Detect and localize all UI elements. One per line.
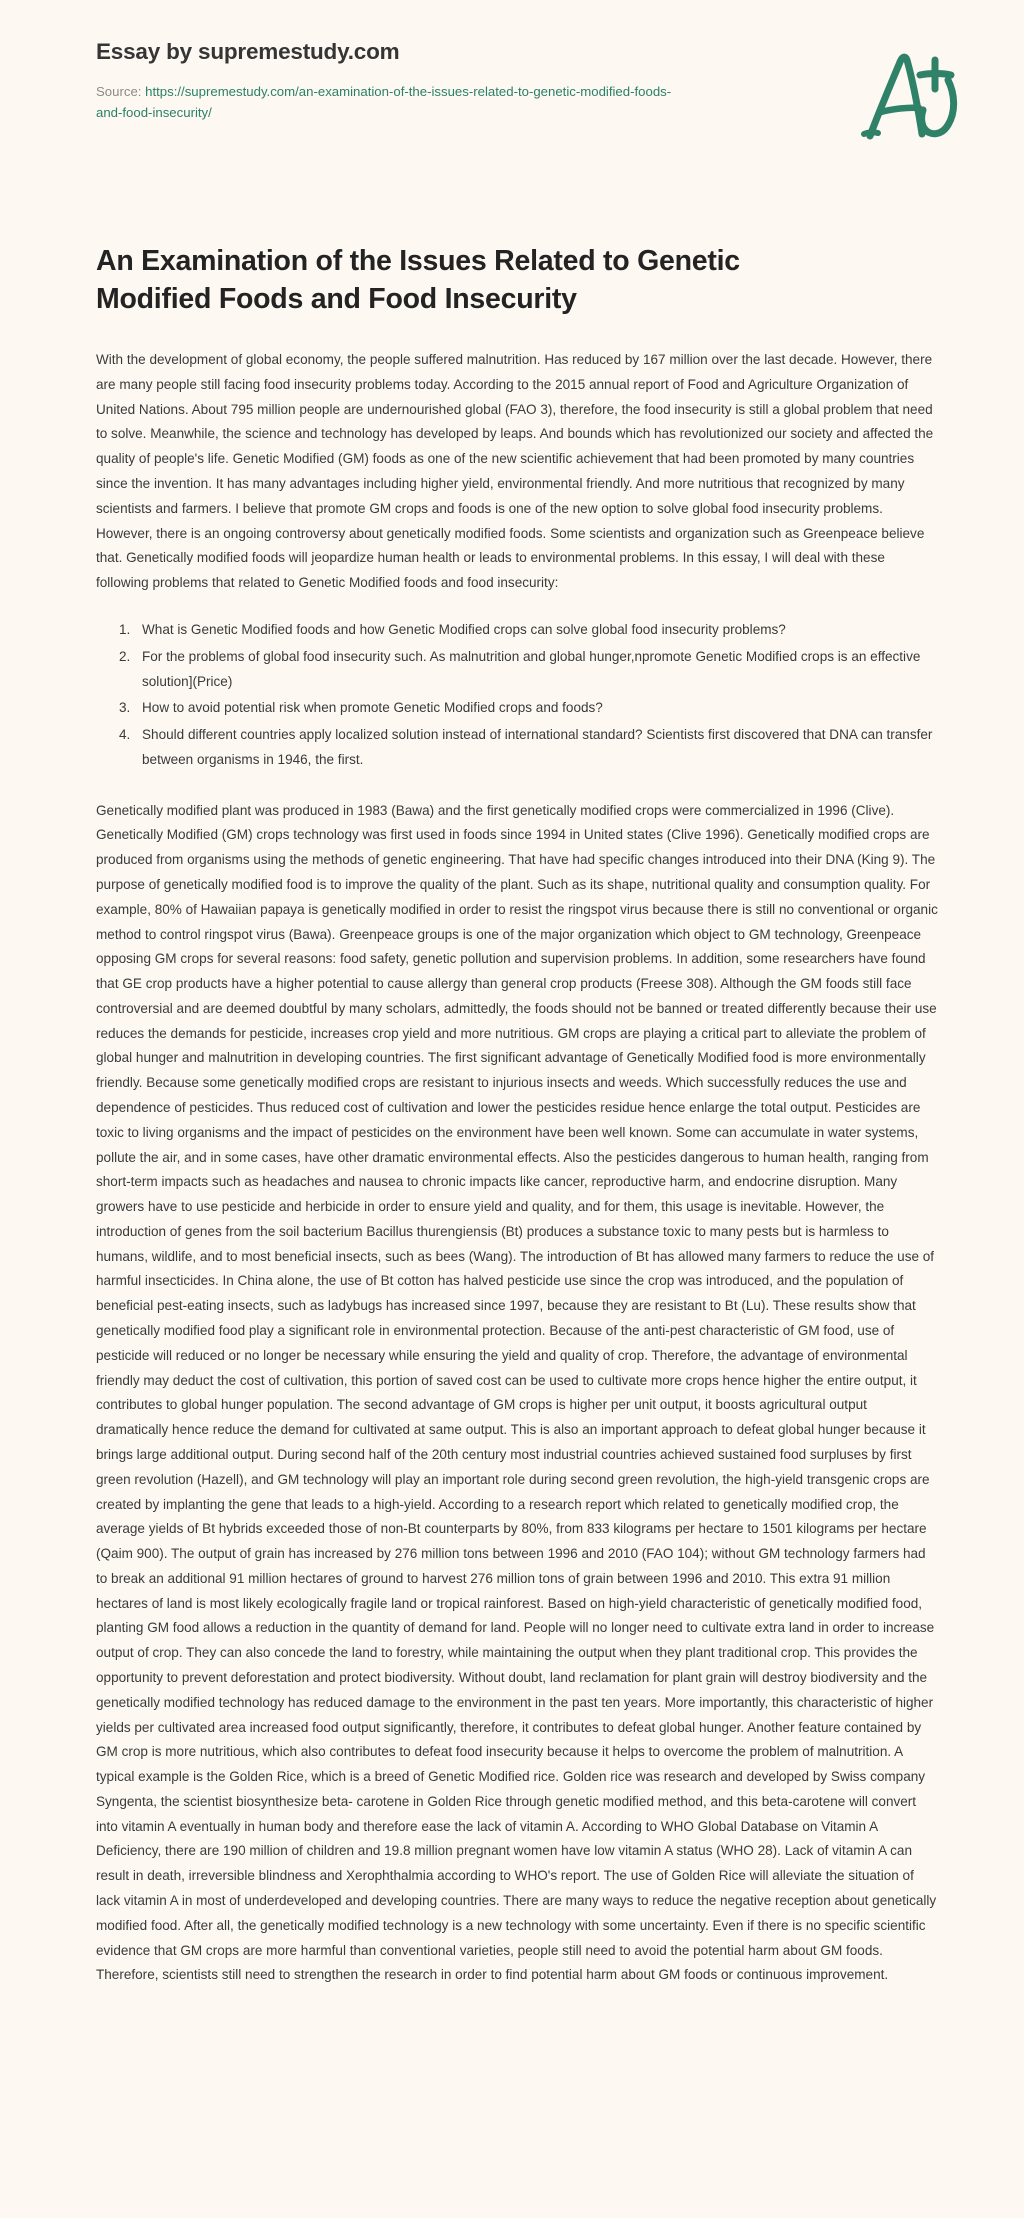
source-line	[96, 81, 696, 124]
intro-paragraph: With the development of global economy, the people suffered malnutrition. Has reduced by 167 million over the last decade. However, there are many people still facing food insecurity problems today. According to the 2015 annual report of Food and Agriculture Organization of United Nations. About 795 million people are undernourished global (FAO 3), therefore, the food insecurity is still a global problem that need to solve. Meanwhile, the science and technology has developed by leaps. And bounds which has revolutionized our society and affected the quality of people's life. Genetic Modified (GM) foods as one of the new scientific achievement that had been promoted by many countries since the invention. It has many advantages including higher yield, environmental friendly. And more nutritious that recognized by many scientists and farmers. I believe that promote GM crops and foods is one of the new option to solve global food insecurity problems. However, there is an ongoing controversy about genetically modified foods. Some scientists and organization such as Greenpeace believe that. Genetically modified foods will jeopardize human health or leads to environmental problems. In this essay, I will deal with these following problems that related to Genetic Modified foods and food insecurity:	[96, 352, 934, 591]
question-list	[96, 618, 940, 773]
list-item: 1. What is Genetic Modified foods and how Genetic Modified crops can solve global food insecurity problems?	[134, 618, 940, 643]
source-label: Source:	[96, 84, 142, 99]
list-item: 4. Should different countries apply localized solution instead of international standard? Scientists first discovered that DNA can transfer between organisms in 1946, the first.	[134, 723, 940, 773]
essay-article	[0, 242, 1024, 2028]
list-item: 2. For the problems of global food insecurity such. As malnutrition and global hunger,npromote Genetic Modified crops is an effective solution](Price)	[134, 645, 940, 695]
list-item: 3. How to avoid potential risk when promote Genetic Modified crops and foods?	[134, 696, 940, 721]
page-title: An Examination of the Issues Related to Genetic Modified Foods and Food Insecurity	[96, 244, 740, 315]
main-paragraph: Genetically modified plant was produced in 1983 (Bawa) and the first genetically modified crops were commercialized in 1996 (Clive). Genetically Modified (GM) crops technology was first used in foods since 1994 in United states (Clive 1996). Genetically modified crops are produced from organisms using the methods of genetic engineering. That have had specific changes introduced into their DNA (King 9). The purpose of genetically modified food is to improve the quality of the plant. Such as its shape, nutritional quality and consumption quality. For example, 80% of Hawaiian papaya is genetically modified in order to resist the ringspot virus because there is still no conventional or organic method to control ringspot virus (Bawa). Greenpeace groups is one of the major organization which object to GM technology, Greenpeace opposing GM crops for several reasons: food safety, genetic pollution and supervision problems. In addition, some researchers have found that GE crop products have a higher potential to cause allergy than general crop products (Freese 308). Although the GM foods still face controversial and are deemed doubtful by many scholars, admittedly, the foods should not be banned or treated differently because their use reduces the demands for pesticide, increases crop yield and more nutritious. GM crops are playing a critical part to alleviate the problem of global hunger and malnutrition in developing countries. The first significant advantage of Genetically Modified food is more environmentally friendly. Because some genetically modified crops are resistant to injurious insects and weeds. Which successfully reduces the use and dependence of pesticides. Thus reduced cost of cultivation and lower the pesticides residue hence enlarge the total output. Pesticides are toxic to living organisms and the impact of pesticides on the environment have been well known. Some can accumulate in water systems, pollute the air, and in some cases, have other dramatic environmental effects. Also the pesticides dangerous to human health, ranging from short-term impacts such as headaches and nausea to chronic impacts like cancer, reproductive harm, and endocrine disruption. Many growers have to use pesticide and herbicide in order to ensure yield and quality, and for them, this usage is inevitable. However, the introduction of genes from the soil bacterium Bacillus thurengiensis (Bt) produces a substance toxic to many pests but is harmless to humans, wildlife, and to most beneficial insects, such as bees (Wang). The introduction of Bt has allowed many farmers to reduce the use of harmful insecticides. In China alone, the use of Bt cotton has halved pesticide use since the crop was introduced, and the population of beneficial pest-eating insects, such as ladybugs has increased since 1997, because they are resistant to Bt (Lu). These results show that genetically modified food play a significant role in environmental protection. Because of the anti-pest characteristic of GM food, use of pesticide will reduced or no longer be necessary while ensuring the yield and quality of crop. Therefore, the advantage of environmental friendly may deduct the cost of cultivation, this portion of saved cost can be used to cultivate more crops hence higher the entire output, it contributes to global hunger population. The second advantage of GM crops is higher per unit output, it boosts agricultural output dramatically hence reduce the demand for cultivated at same output. This is also an important approach to defeat global hunger because it brings large additional output. During second half of the 20th century most industrial countries achieved sustained food surpluses by first green revolution (Hazell), and GM technology will play an important role during second green revolution, the high-yield transgenic crops are created by implanting the gene that leads to a high-yield. According to a research report which related to genetically modified crop, the average yields of Bt hybrids exceeded those of non-Bt counterparts by 80%, from 833 kilograms per hectare to 1501 kilograms per hectare (Qaim 900). The output of grain has increased by 276 million tons between 1996 and 2010 (FAO 104); without GM technology farmers had to break an additional 91 million hectares of ground to harvest 276 million tons of grain between 1996 and 2010. This extra 91 million hectares of land is most likely ecologically fragile land or tropical rainforest. Based on high-yield characteristic of genetically modified food, planting GM food allows a reduction in the quantity of demand for land. People will no longer need to cultivate extra land in order to increase output of crop. They can also concede the land to forestry, while maintaining the output when they plant traditional crop. This provides the opportunity to prevent deforestation and protect biodiversity. Without doubt, land reclamation for plant grain will destroy biodiversity and the genetically modified technology has reduced damage to the environment in the past ten years. More importantly, this characteristic of higher yields per cultivated area increased food output significantly, therefore, it contributes to defeat global hunger. Another feature contained by GM crop is more nutritious, which also contributes to defeat food insecurity because it helps to overcome the problem of malnutrition. A typical example is the Golden Rice, which is a breed of Genetic Modified rice. Golden rice was research and developed by Swiss company Syngenta, the scientist biosynthesize beta- carotene in Golden Rice through genetic modified method, and this beta-carotene will convert into vitamin A eventually in human body and therefore ease the lack of vitamin A. According to WHO Global Database on Vitamin A Deficiency, there are 190 million of children and 19.8 million pregnant women have low vitamin A status (WHO 28). Lack of vitamin A can result in death, irreversible blindness and Xerophthalmia according to WHO's report. The use of Golden Rice will alleviate the situation of lack vitamin A in most of underdeveloped and developing countries. There are many ways to reduce the negative reception about genetically modified food. After all, the genetically modified technology is a new technology with some uncertainty. Even if there is no specific scientific evidence that GM crops are more harmful than conventional varieties, people still need to avoid the potential harm about GM foods. Therefore, scientists still need to strengthen the research in order to find potential harm about GM foods or continuous improvement.	[96, 802, 938, 1983]
site-header	[0, 0, 1024, 124]
source-url-link[interactable]: https://supremestudy.com/an-examination-of-the-issues-related-to-genetic-modified-foods-and-food-insecurity/	[96, 84, 672, 121]
brand-title: Essay by supremestudy.com	[96, 39, 400, 64]
